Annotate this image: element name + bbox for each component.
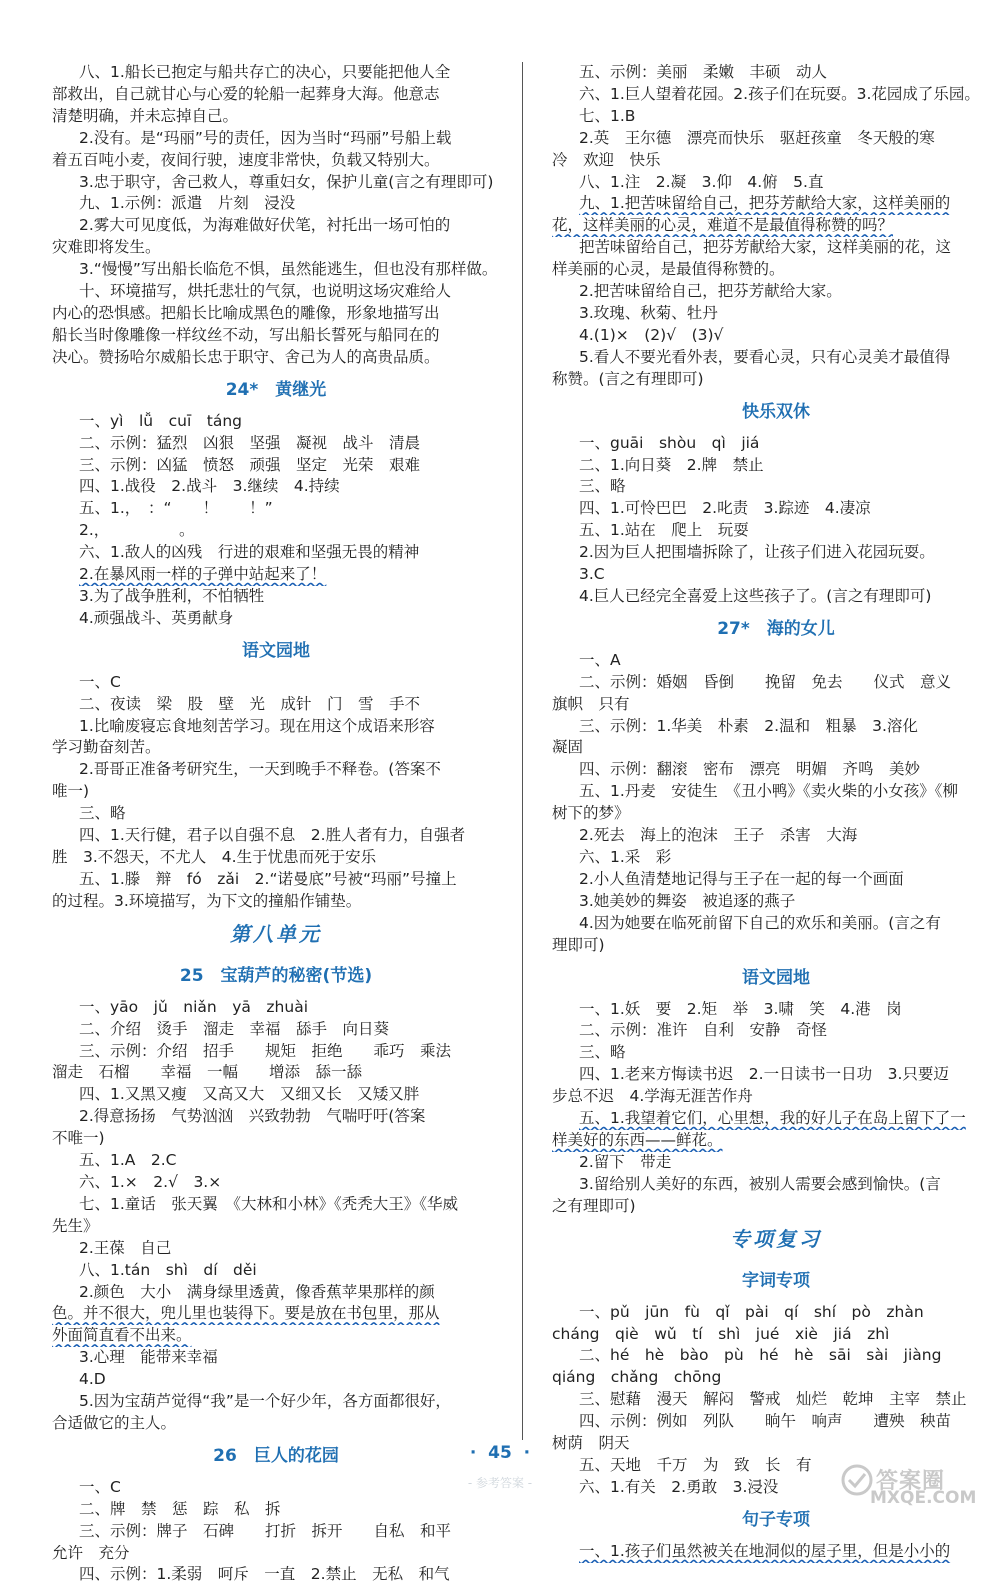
answer-line: 一、yì lǚ cuī táng (79, 411, 243, 430)
answer-line: 一、A (579, 650, 621, 669)
answer-line: 五、1.， ：“ ！ ！” (79, 499, 273, 518)
section-title: 26 巨人的花园 (213, 1445, 339, 1466)
answer-line: 样美丽的心灵，是最值得称赞的。 (552, 260, 785, 279)
answer-line (552, 215, 1000, 237)
answer-line: 学习勤奋刻苦。 (52, 738, 161, 757)
answer-line: 5.因为宝葫芦觉得“我”是一个好少年，各方面都很好， (79, 1392, 451, 1411)
answer-line: 5.看人不要光看外表，要看心灵，只有心灵美才最值得 (579, 347, 951, 366)
answer-line: 八、1.注 2.凝 3.仰 4.俯 5.直 (579, 172, 824, 191)
answer-line: 先生》 (52, 1216, 99, 1235)
answer-line: 溜走 石榴 幸福 一幅 增添 舔一舔 (52, 1063, 363, 1082)
answer-line: 3.为了战争胜利，不怕牺牲 (79, 586, 265, 605)
section-title: 专项复习 (730, 1226, 822, 1251)
answer-line: 五、1.站在 爬上 玩耍 (579, 521, 749, 540)
answer-line (52, 1325, 500, 1347)
answer-line: 四、1.可怜巴巴 2.叱责 3.踪迹 4.凄凉 (579, 499, 871, 518)
section-title: 字词专项 (742, 1270, 810, 1291)
answer-line: 二、示例：婚姻 昏倒 挽留 免去 仪式 意义 (579, 672, 952, 691)
answer-line: 一、pǔ jūn fù qǐ pài qí shí pò zhàn (579, 1302, 924, 1321)
answer-line: 四、1.又黑又瘦 又高又大 又细又长 又矮又胖 (79, 1085, 420, 1104)
section-title: 语文园地 (742, 967, 810, 988)
answer-line: 部救出，自己就甘心与心爱的轮船一起葬身大海。他意志 (52, 84, 440, 103)
answer-line: 2.没有。是“玛丽”号的责任，因为当时“玛丽”号船上载 (79, 128, 452, 147)
answer-line: 一、C (79, 672, 121, 691)
answer-line: 五、示例：美丽 柔嫩 丰硕 动人 (579, 63, 828, 81)
answer-line: 步总不迟 4.学海无涯苦作舟 (552, 1087, 753, 1106)
answer-line: 二、hé hè bào pù hé hè sāi sài jiàng (579, 1346, 942, 1365)
watermark-url: MXQE.COM (870, 1488, 977, 1508)
answer-line: 2.留下 带走 (579, 1152, 672, 1171)
answer-line: 决心。赞扬哈尔威船长忠于职守、舍己为人的高贵品质。 (52, 347, 440, 366)
answer-line: 六、1.有关 2.勇敢 3.浸没 (579, 1477, 779, 1496)
answer-line: 2.得意扬扬 气势汹汹 兴致勃勃 气喘吁吁(答案 (79, 1107, 426, 1126)
answer-line: 二、牌 禁 惩 踪 私 拆 (79, 1499, 281, 1518)
answer-line: 胜 3.不怨天，不尤人 4.生于忧患而死于安乐 (52, 848, 377, 866)
answer-line: 五、天地 千万 为 致 长 有 (579, 1455, 812, 1474)
answer-line: 2.小人鱼清楚地记得与王子在一起的每一个画面 (579, 869, 904, 888)
footer-text: - 参考答案 - (467, 1476, 533, 1490)
answer-line: 船长当时像雕像一样纹丝不动，写出船长誓死与船同在的 (52, 325, 440, 344)
dot-right: · (523, 1443, 531, 1463)
page-number-text: 45 (488, 1443, 512, 1463)
dot-left: · (469, 1443, 477, 1463)
section-title: 句子专项 (742, 1509, 810, 1530)
answer-line: 三、慰藉 漫天 解闷 警戒 灿烂 乾坤 主宰 禁止 (579, 1390, 967, 1409)
underlined-text: 五、1.我望着它们，心里想，我的好儿子在岛上留下了一 (579, 1109, 966, 1128)
answer-line: 2.雾大可见度低，为海难做好伏笔，衬托出一场可怕的 (79, 216, 451, 235)
column-divider (522, 62, 523, 1440)
answer-line: 2.因为巨人把围墙拆除了，让孩子们进入花园玩耍。 (579, 543, 935, 562)
answer-line: 着五百吨小麦，夜间行驶，速度非常快，负载又特别大。 (52, 150, 440, 169)
answer-line: 三、示例：介绍 招手 规矩 拒绝 乖巧 乘法 (79, 1041, 452, 1060)
answer-line: 2.英 王尔德 漂亮而快乐 驱赶孩童 冬天般的寒 (579, 128, 935, 147)
answer-line: 4.顽强战斗、英勇献身 (79, 608, 234, 627)
answer-line: 内心的恐惧感。把船长比喻成黑色的雕像，形象地描写出 (52, 303, 440, 322)
answer-line: 3.心理 能带来幸福 (79, 1348, 218, 1367)
answer-line: 四、1.战役 2.战斗 3.继续 4.持续 (79, 477, 340, 496)
answer-line: 四、1.老来方悔读书迟 2.一日读书一日功 3.只要迈 (579, 1065, 949, 1084)
watermark-logo (840, 1462, 990, 1508)
answer-line: 六、1.巨人望着花园。2.孩子们在玩耍。3.花园成了乐园。 (579, 84, 980, 103)
answer-line: 2.王葆 自己 (79, 1238, 172, 1257)
answer-line: 称赞。(言之有理即可) (552, 369, 704, 388)
answer-line: 旗帜 只有 (552, 694, 630, 713)
answer-line: 3.忠于职守，舍己救人，尊重妇女，保护儿童(言之有理即可) (79, 172, 494, 191)
answer-line: 二、夜读 梁 股 壁 光 成针 门 雪 手不 (79, 694, 421, 713)
answer-line: 八、1.tán shì dí děi (79, 1260, 257, 1279)
answer-line: 不唯一) (52, 1129, 105, 1148)
answer-line: 4.巨人已经完全喜爱上这些孩子了。(言之有理即可) (579, 586, 932, 605)
answer-line: 之有理即可) (552, 1196, 636, 1215)
answer-line: 一、1.妖 要 2.矩 举 3.啸 笑 4.港 岗 (579, 999, 902, 1018)
answer-line (552, 193, 1000, 215)
answer-line: 五、1.滕 辩 fó zǎi 2.“诺曼底”号被“玛丽”号撞上 (79, 869, 457, 888)
answer-line (552, 1108, 1000, 1130)
answer-line: 二、示例：准许 自利 安静 奇怪 (579, 1021, 828, 1040)
answer-line: 清楚明确，并未忘掉自己。 (52, 106, 239, 125)
answer-line: 一、C (79, 1477, 121, 1496)
answer-line: 凝固 (552, 738, 584, 757)
answer-line: 3.玫瑰、秋菊、牡丹 (579, 303, 718, 322)
answer-line: 3.留给别人美好的东西，被别人需要会感到愉快。(言 (579, 1174, 941, 1193)
answer-line: 一、guāi shòu qì jiá (579, 433, 760, 452)
answer-line: 二、示例：猛烈 凶狠 坚强 凝视 战斗 清晨 (79, 433, 421, 452)
answer-line: 六、1.敌人的凶残 行进的艰难和坚强无畏的精神 (79, 543, 420, 562)
answer-line: 1.比喻废寝忘食地刻苦学习。现在用这个成语来形容 (79, 716, 435, 735)
answer-line: 三、略 (579, 1043, 626, 1062)
answer-line: 四、示例：翻滚 密布 漂亮 明媚 齐鸣 美妙 (579, 760, 921, 779)
right-column (552, 62, 1000, 1563)
underlined-text: 外面简直看不出来。 (52, 1326, 192, 1345)
answer-line: 二、介绍 烫手 溜走 幸福 舔手 向日葵 (79, 1019, 390, 1038)
answer-line: 冷 欢迎 快乐 (552, 150, 661, 169)
answer-line: 七、1.B (579, 106, 636, 125)
answer-line (552, 1541, 1000, 1563)
answer-line: 2.哥哥正准备考研究生，一天到晚手不释卷。(答案不 (79, 760, 441, 779)
section-title: 语文园地 (242, 640, 310, 661)
answer-line: 八、1.船长已抱定与船共存亡的决心，只要能把他人全 (79, 63, 451, 81)
answer-line: 4.D (79, 1370, 106, 1389)
answer-line: 三、示例：牌子 石碑 打折 拆开 自私 和平 (79, 1521, 452, 1540)
answer-line: 三、示例：凶猛 愤怒 顽强 坚定 光荣 艰难 (79, 455, 421, 474)
answer-line: 4.因为她要在临死前留下自己的欢乐和美丽。(言之有 (579, 913, 941, 932)
answer-line: 2.， 。 (79, 521, 195, 540)
answer-line: 3.C (579, 565, 605, 584)
answer-line: 3.她美妙的舞姿 被追逐的燕子 (579, 891, 796, 910)
answer-line: 树下的梦》 (552, 804, 630, 823)
page-number (0, 1443, 1000, 1463)
answer-line: 二、1.向日葵 2.牌 禁止 (579, 455, 764, 474)
left-column (52, 62, 500, 1586)
answer-line: 理即可) (552, 935, 605, 954)
section-title: 24* 黄继光 (225, 379, 327, 400)
answer-line (52, 564, 500, 586)
answer-line: 三、略 (79, 804, 126, 823)
answer-line: 合适做它的主人。 (52, 1413, 177, 1432)
answer-line: 唯一) (52, 782, 90, 801)
answer-line: 3.“慢慢”写出船长临危不惧，虽然能逃生，但也没有那样做。 (79, 260, 498, 279)
answer-line: 把苦味留给自己，把芬芳献给大家，这样美丽的花，这 (579, 238, 952, 257)
underlined-text: 样美好的东西——鲜花。 (552, 1130, 723, 1149)
section-title: 快乐双休 (742, 401, 810, 422)
underlined-text: 一、1.孩子们虽然被关在地洞似的屋子里，但是小小的 (579, 1541, 951, 1560)
underlined-text: 色。并不很大，兜儿里也装得下。要是放在书包里，那从 (52, 1304, 440, 1323)
underlined-text: 九、1.把苦味留给自己，把芬芳献给大家，这样美丽的 (579, 194, 951, 213)
answer-line: 三、略 (579, 477, 626, 496)
underlined-text: 花，这样美丽的心灵，难道不是最值得称赞的吗？ (552, 216, 894, 235)
watermark-text: 答案圈 (876, 1469, 946, 1494)
answer-line: 一、yāo jǔ niǎn yā zhuài (79, 997, 308, 1016)
answer-line: 的过程。3.环境描写，为下文的撞船作铺垫。 (52, 891, 362, 910)
section-title: 第八单元 (230, 921, 322, 946)
answer-line: 允许 充分 (52, 1543, 130, 1562)
answer-line: 2.颜色 大小 满身绿里透黄，像香蕉苹果那样的颜 (79, 1282, 435, 1301)
answer-line: 七、1.童话 张天翼 《大林和小林》《秃秃大王》《华威 (79, 1194, 459, 1213)
watermark-icon (840, 1462, 874, 1502)
answer-line: 4.(1)× (2)√ (3)√ (579, 325, 724, 344)
answer-line: 灾难即将发生。 (52, 238, 161, 257)
answer-line: 四、示例：1.柔弱 呵斥 一直 2.禁止 无私 和气 (79, 1565, 450, 1584)
answer-line: qiáng chǎng chōng (552, 1368, 722, 1387)
answer-line: 十、环境描写，烘托悲壮的气氛，也说明这场灾难给人 (79, 282, 452, 301)
section-title: 27* 海的女儿 (717, 618, 835, 639)
answer-line: 2.死去 海上的泡沫 王子 杀害 大海 (579, 826, 858, 845)
answer-line: 九、1.示例：派遣 片刻 浸没 (79, 194, 296, 213)
answer-line: 六、1.× 2.√ 3.× (79, 1172, 222, 1191)
answer-line: cháng qiè wǔ tí shì jué xiè jiá zhì (552, 1324, 890, 1343)
underlined-text: 2.在暴风雨一样的子弹中站起来了！ (79, 565, 327, 584)
answer-line (552, 1130, 1000, 1152)
answer-line: 2.把苦味留给自己，把芬芳献给大家。 (579, 282, 842, 301)
answer-line: 六、1.采 彩 (579, 848, 672, 866)
answer-line: 五、1.A 2.C (79, 1151, 177, 1170)
answer-line: 树荫 阴天 (552, 1434, 630, 1453)
answer-line: 三、示例：1.华美 朴素 2.温和 粗暴 3.溶化 (579, 716, 918, 735)
answer-line: 四、1.天行健，君子以自强不息 2.胜人者有力，自强者 (79, 826, 466, 845)
answer-line: 五、1.丹麦 安徒生 《丑小鸭》《卖火柴的小女孩》《柳 (579, 782, 959, 801)
answer-line (52, 1303, 500, 1325)
answer-line: 四、示例：例如 列队 晌午 响声 遭殃 秧苗 (579, 1412, 952, 1431)
section-title: 25 宝葫芦的秘密(节选) (179, 965, 373, 986)
